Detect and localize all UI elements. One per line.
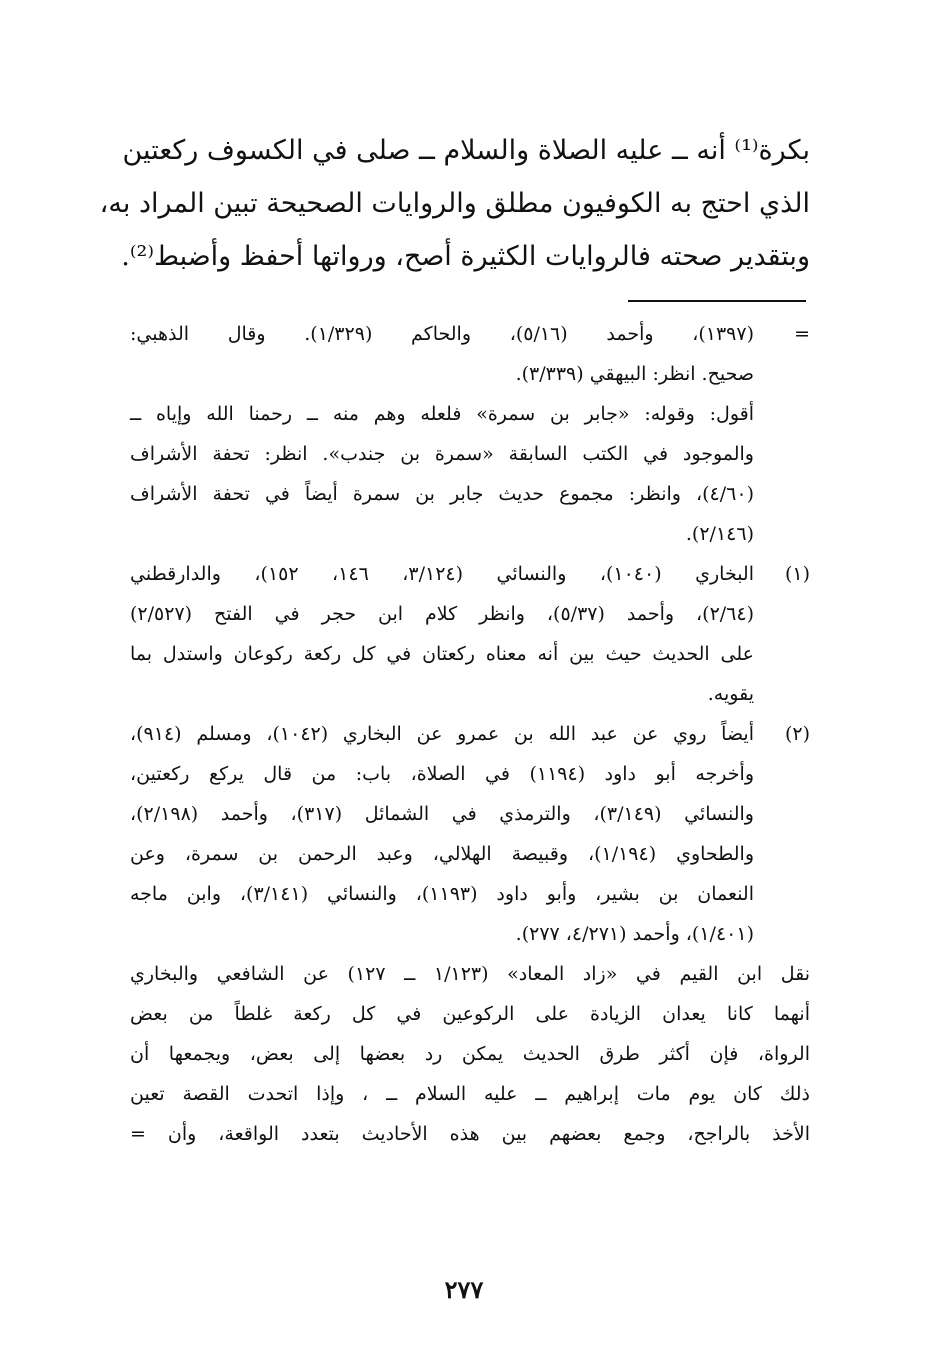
footnote-continued xyxy=(130,314,810,394)
footnote-line: يقويه. xyxy=(707,683,754,705)
footnote-line: ذلك كان يوم مات إبراهيم ــ عليه السلام ــ ، وإذا اتحدت القصة تعين xyxy=(130,1083,810,1105)
main-text xyxy=(99,124,810,283)
footnote-comment xyxy=(130,394,810,554)
main-line: وبتقدير صحته فالروايات الكثيرة أصح، ورواتها أحفظ وأضبط⁽²⁾. xyxy=(121,241,810,272)
footnote-2 xyxy=(130,714,810,954)
main-line: الذي احتج به الكوفيون مطلق والروايات الصحيحة تبين المراد به، xyxy=(99,188,810,219)
footnote-line: أنهما كانا يعدان الزيادة على الركوعين في كل ركعة غلطاً من بعض xyxy=(130,1003,810,1025)
footnote-line: نقل ابن القيم في «زاد المعاد» (١/١٢٣ ــ ١٢٧) عن الشافعي والبخاري xyxy=(130,963,810,985)
footnote-line: (٢/٦٤)، وأحمد (٥/٣٧)، وانظر كلام ابن حجر في الفتح (٢/٥٢٧) xyxy=(130,603,755,625)
footnote-line: (٢/١٤٦). xyxy=(685,523,754,545)
footnote-2-extra xyxy=(130,954,810,1154)
footnote-marker: (٢) xyxy=(784,723,810,745)
footnote-line: وأخرجه أبو داود (١١٩٤) في الصلاة، باب: من قال يركع ركعتين، xyxy=(130,763,754,785)
page-number: ٢٧٧ xyxy=(444,1275,484,1304)
footnote-line: البخاري (١٠٤٠)، والنسائي (٣/١٢٤، ١٤٦، ١٥٢)، والدارقطني xyxy=(130,563,755,585)
footnotes xyxy=(130,314,810,1154)
footnote-line: صحيح. انظر: البيهقي (٣/٣٣٩). xyxy=(515,363,754,385)
footnote-line: والموجود في الكتب السابقة «سمرة بن جندب». انظر: تحفة الأشراف xyxy=(130,443,754,465)
footnote-line: الرواة، فإن أكثر طرق الحديث يمكن رد بعضها إلى بعض، ويجمعها أن xyxy=(130,1043,810,1065)
footnote-1 xyxy=(130,554,810,714)
footnote-line: النعمان بن بشير، وأبو داود (١١٩٣)، والنسائي (٣/١٤١)، وابن ماجه xyxy=(130,883,754,905)
footnote-line: الأخذ بالراجح، وجمع بعضهم بين هذه الأحاديث بتعدد الواقعة، وأن = xyxy=(130,1123,810,1145)
footnote-separator xyxy=(628,300,806,302)
footnote-line: والنسائي (٣/١٤٩)، والترمذي في الشمائل (٣١٧)، وأحمد (٢/١٩٨)، xyxy=(130,803,754,825)
continuation-marker: = xyxy=(794,323,810,345)
footnote-line: (١٣٩٧)، وأحمد (٥/١٦)، والحاكم (١/٣٢٩). وقال الذهبي: xyxy=(130,323,755,345)
footnote-line: على الحديث حيث بين أنه معناه ركعتان في كل ركعة ركوعان واستدل بما xyxy=(130,643,754,665)
footnote-line: والطحاوي (١/١٩٤)، وقبيصة الهلالي، وعبد الرحمن بن سمرة، وعن xyxy=(130,843,755,865)
footnote-line: (٤/٦٠)، وانظر: مجموع حديث جابر بن سمرة أيضاً في تحفة الأشراف xyxy=(130,483,754,505)
footnote-marker: (١) xyxy=(784,563,810,585)
footnote-line: أقول: وقوله: «جابر بن سمرة» فلعله وهم منه ــ رحمنا الله وإياه ــ xyxy=(130,403,754,425)
footnote-line: (١/٤٠١)، وأحمد (٤/٢٧١، ٢٧٧). xyxy=(515,923,754,945)
main-line: بكرة⁽¹⁾ أنه ــ عليه الصلاة والسلام ــ صلى في الكسوف ركعتين xyxy=(122,135,810,166)
footnote-line: أيضاً روي عن عبد الله بن عمرو عن البخاري (١٠٤٢)، ومسلم (٩١٤)، xyxy=(130,723,754,745)
